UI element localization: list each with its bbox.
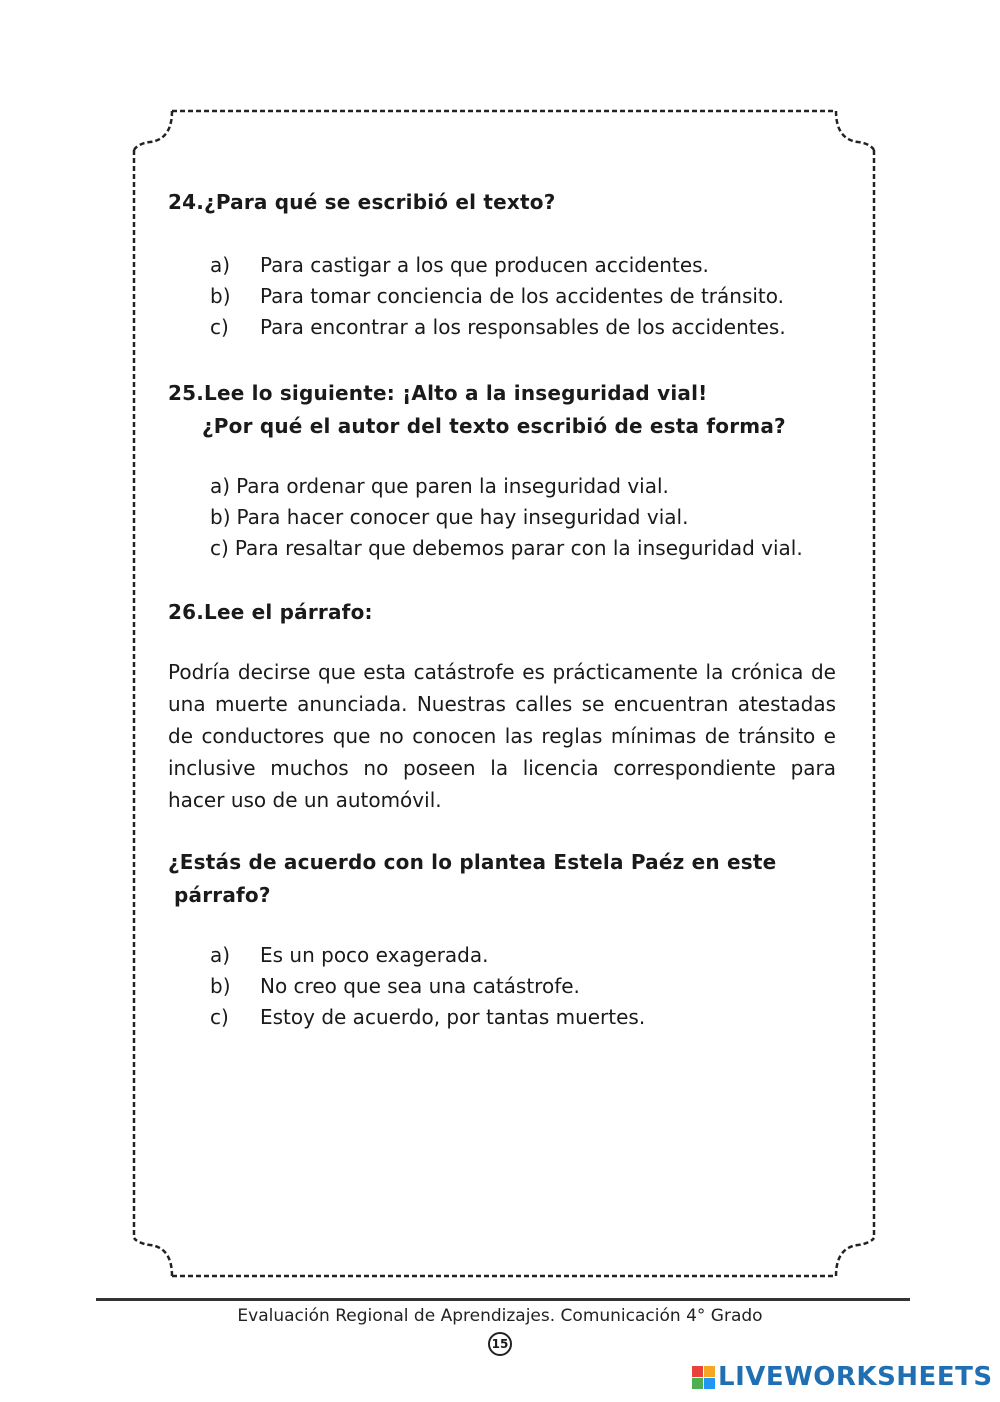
question-25-options xyxy=(168,471,836,564)
option-26-c[interactable]: c) Estoy de acuerdo, por tantas muertes. xyxy=(210,1005,646,1029)
option-24-c[interactable]: c) Para encontrar a los responsables de los accidentes. xyxy=(210,315,786,339)
option-26-a[interactable]: a) Es un poco exagerada. xyxy=(210,943,489,967)
liveworksheets-wordmark: LIVEWORKSHEETS xyxy=(718,1362,993,1392)
page-number: 15 xyxy=(488,1332,512,1356)
option-24-a[interactable]: a) Para castigar a los que producen accidentes. xyxy=(210,253,709,277)
question-26-prompt-line1: ¿Estás de acuerdo con lo plantea Estela Paéz en este xyxy=(168,850,777,874)
question-25-line1: 25.Lee lo siguiente: ¡Alto a la inseguridad vial! xyxy=(168,381,708,405)
question-26-options xyxy=(168,940,836,1033)
question-24-options xyxy=(168,250,836,343)
question-26-prompt-line2: párrafo? xyxy=(174,883,271,907)
question-24-title: 24.¿Para qué se escribió el texto? xyxy=(168,190,556,214)
question-26-paragraph: Podría decirse que esta catástrofe es prácticamente la crónica de una muerte anunciada. Nuestras calles se encuentran atestadas de conductores que no conocen las reglas mínimas de tránsito e inclusive muchos no poseen la licencia correspondiente para hacer uso de un automóvil. xyxy=(168,660,836,812)
footer-text: Evaluación Regional de Aprendizajes. Comunicación 4° Grado xyxy=(237,1306,763,1326)
option-25-b[interactable]: b) Para hacer conocer que hay inseguridad vial. xyxy=(210,505,689,529)
option-26-b[interactable]: b) No creo que sea una catástrofe. xyxy=(210,974,580,998)
footer-rule xyxy=(96,1298,910,1301)
question-26-title: 26.Lee el párrafo: xyxy=(168,600,373,624)
worksheet-content xyxy=(168,182,836,1033)
question-25-line2: ¿Por qué el autor del texto escribió de esta forma? xyxy=(202,414,786,438)
liveworksheets-blocks-icon xyxy=(692,1366,715,1389)
option-25-c[interactable]: c) Para resaltar que debemos parar con la inseguridad vial. xyxy=(210,536,803,560)
question-25-title xyxy=(168,377,836,443)
liveworksheets-logo xyxy=(692,1362,993,1392)
option-25-a[interactable]: a) Para ordenar que paren la inseguridad vial. xyxy=(210,474,669,498)
option-24-b[interactable]: b) Para tomar conciencia de los accidentes de tránsito. xyxy=(210,284,785,308)
question-26-prompt xyxy=(168,846,836,912)
